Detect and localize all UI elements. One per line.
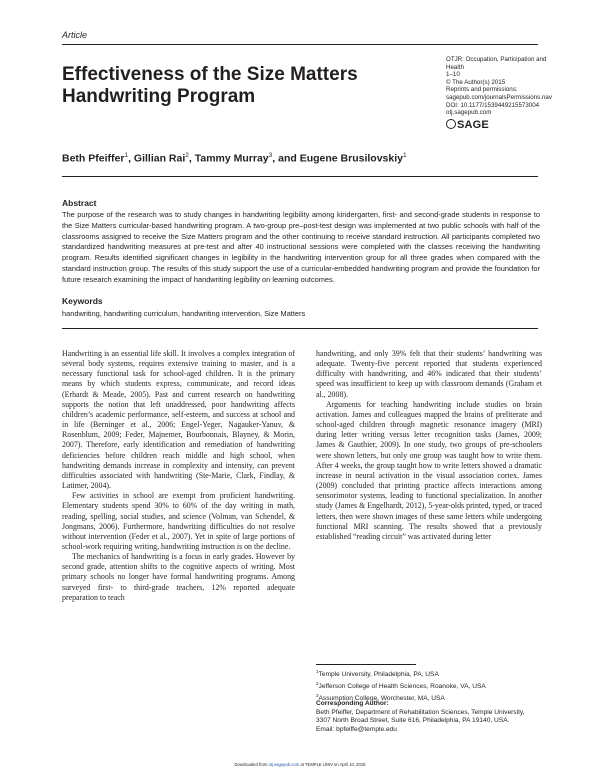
journal-info-line: sagepub.com/journalsPermissions.nav [446, 93, 552, 101]
author-separator: , [188, 152, 195, 165]
corresponding-author-heading: Corresponding Author: [316, 700, 389, 707]
author-name: Eugene Brusilovskiy [299, 152, 403, 165]
affiliation-mark: 1 [316, 669, 319, 674]
download-notice-prefix: Downloaded from [234, 762, 269, 767]
journal-info-line: Reprints and permissions: [446, 86, 518, 94]
paper-title-line-1: Effectiveness of the Size Matters [62, 64, 358, 85]
corresponding-author-line: 3307 North Broad Street, Suite 616, Philadelphia, PA 19140, USA. [316, 717, 510, 725]
author-affiliation-mark: 3 [268, 152, 273, 159]
journal-info-line: © The Author(s) 2015 [446, 78, 506, 86]
body-paragraph: Handwriting is an essential life skill. It involves a complex integration of several body systems, requires extensive training to master, and is a necessary functional task for school-aged children. It is the primary means by which students express, communicate, and record ideas (Erhardt & Meade, 2005). Past and current research on handwriting supports the notion that left unaddressed, poor handwriting affects children’s academic performance, self-esteem, and success at school and in life (Berninger et al., 2006; Engel-Yeger, Nagauker-Yanuv, & Rosenblum, 2009; Feder, Majnemer, Bourbonnais, Blayney, & Morin, 2007). Therefore, early identification and remediation of handwriting deficiencies before children reach middle and high school, when handwriting demands increase in complexity and intensity, can prevent difficulties associated with handwriting (Ste-Marie, Clark, Findlay, & Latimer, 2004). [62, 349, 295, 491]
publisher-logo-text: SAGE [457, 118, 489, 131]
corresponding-author [316, 700, 542, 734]
footnote-rule [316, 664, 416, 665]
affiliation-text: Temple University, Philadelphia, PA, USA [318, 671, 439, 679]
header-rule [62, 44, 538, 45]
author-separator: , and [272, 152, 300, 165]
journal-info-line: otj.sagepub.com [446, 109, 492, 117]
abstract-text: The purpose of the research was to study changes in handwriting legibility among kindergarten, first- and second-grade students in response to the Size Matters curricular-based handwriting program. A two-group pre–post-test design was implemented at two public schools with half of the classrooms assigned to receive the Size Matters program and the other continuing to receive standard instruction. All participants completed two standardized handwriting measures at pre-test and after 40 instructional sessions were completed with the classes receiving the handwriting program. Results identified significant changes in legibility in the handwriting intervention group for all three grades when compared with the standard instruction group. The results of this study support the use of a curricular-embedded handwriting program and provide the foundation for future research examining the impact of handwriting legibility on learning outcomes. [62, 210, 540, 284]
keywords-text: handwriting, handwriting curriculum, handwriting intervention, Size Matters [62, 309, 306, 318]
body-column-left [62, 349, 295, 603]
body-paragraph: The mechanics of handwriting is a focus in early grades. However by second grade, attention shifts to the cognitive aspects of writing. Most primary schools no longer have formal handwriting programs. Among surveyed first- to third-grade teachers, 12% reported adequate preparation to teach [62, 552, 295, 602]
sage-circle-icon [446, 119, 456, 129]
download-source-link[interactable]: otj.sagepub.com [268, 762, 300, 767]
body-paragraph: Few activities in school are exempt from proficient handwriting. Elementary students spend 30% to 60% of the day writing in math, reading, spelling, social studies, and science (Volman, van Schendel, & Jongmans, 2006). Furthermore, handwriting difficulties do not resolve without intervention (Feder et al., 2007). Yet in spite of large portions of school-work requiring writing, handwriting instruction is on the decline. [62, 491, 295, 551]
affiliation-mark: 2 [316, 680, 319, 686]
journal-info [446, 56, 556, 129]
author-separator: , [128, 152, 134, 165]
author-name: Tammy Murray [194, 152, 269, 165]
download-notice [180, 762, 420, 767]
keywords-rule [62, 328, 538, 329]
author-affiliation-mark: 2 [185, 152, 189, 159]
corresponding-author-line: Beth Pfeiffer, Department of Rehabilitation Sciences, Temple University, [316, 708, 525, 716]
affiliation-text: Assumption College, Worchester, MA, USA [318, 694, 445, 702]
affiliation-mark: 3 [316, 692, 319, 698]
author-affiliation-mark: 1 [403, 152, 407, 159]
affiliation-line [316, 680, 542, 692]
author-name: Beth Pfeiffer [62, 152, 125, 165]
journal-info-line: 1–10 [446, 71, 460, 79]
body-column-right [316, 349, 542, 542]
author-affiliation-mark: 1 [124, 152, 129, 159]
article-type-label: Article [62, 30, 88, 40]
author-name: Gillian Rai [133, 152, 186, 165]
body-paragraph: handwriting, and only 39% felt that their students’ handwriting was adequate. Twenty-five percent reported that students experienced difficulty with handwriting, and 46% indicated that their students’ speed was insufficient to keep up with classroom demands (Graham et al., 2008). [316, 349, 542, 399]
body-paragraph: Arguments for teaching handwriting include studies on brain activation. James and colleagues mapped the brains of preliterate and school-aged children through magnetic resonance imagery (MRI) during letter writing versus letter recognition tasks (James, 2009; James & Gauthier, 2009). In one study, two groups of pre-schoolers were shown letters, but only one group was taught how to write them. After 4 weeks, the group taught how to write letters showed a dramatic increase in neural activation in the visual association cortex. James (2009) concluded that printing practice affects interactions among sensorimotor systems, leading to functional specialization. In another study (James & Engelhardt, 2012), 5-year-olds printed, typed, or traced letters, then were shown images of these same letters while undergoing functional MRI scanning. The results showed that a previously established “reading circuit” was activated during letter [316, 399, 542, 541]
journal-info-line: Health [446, 63, 464, 71]
abstract-heading: Abstract [62, 198, 97, 208]
affiliation-text: Jefferson College of Health Sciences, Roanoke, VA, USA [318, 682, 486, 690]
download-notice-suffix: at TEMPLE UNIV on April 10, 2015 [299, 762, 366, 767]
author-list [62, 152, 407, 165]
corresponding-author-email[interactable]: Email: bpfeiffe@temple.edu [316, 725, 397, 733]
publisher-logo [446, 119, 556, 130]
affiliations [316, 668, 542, 703]
journal-info-line: OTJR: Occupation, Participation and [446, 56, 547, 63]
paper-title-line-2: Handwriting Program [62, 86, 256, 107]
journal-info-line: DOI: 10.1177/1539449215573004 [446, 101, 540, 109]
paper-title [62, 64, 402, 108]
affiliation-line [316, 668, 542, 680]
keywords-heading: Keywords [62, 296, 103, 306]
